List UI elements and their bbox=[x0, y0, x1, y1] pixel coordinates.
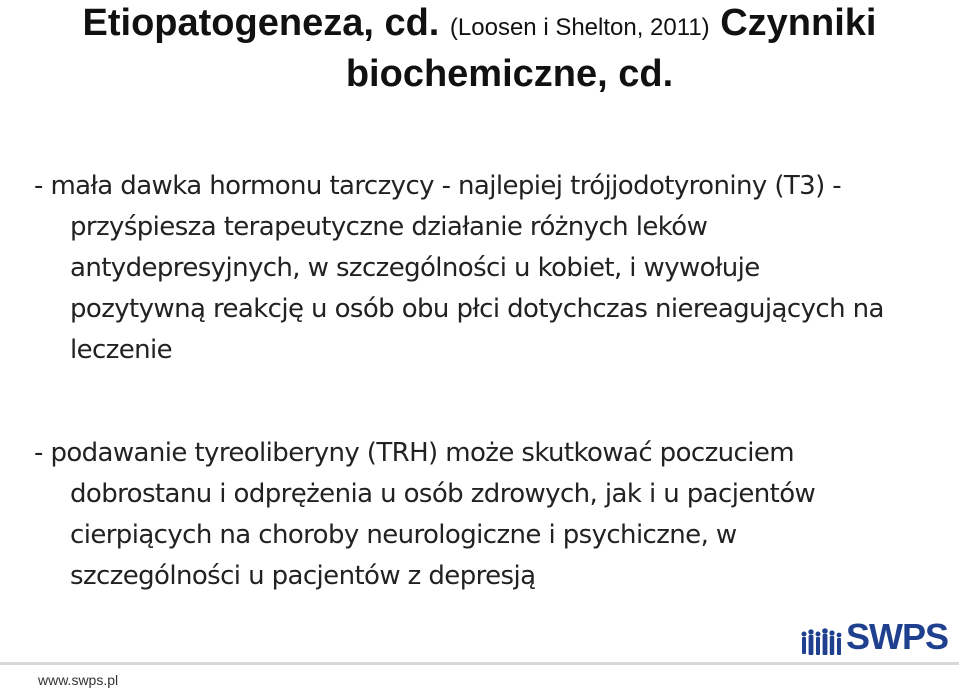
title-line-1 bbox=[0, 0, 959, 51]
title-citation: (Loosen i Shelton, 2011) bbox=[449, 14, 710, 41]
bullet-line: cierpiących na choroby neurologiczne i psychiczne, w bbox=[70, 520, 737, 550]
bullet-line: przyśpiesza terapeutyczne działanie różnych leków bbox=[70, 212, 708, 242]
bullet-thyroid-hormone bbox=[34, 166, 954, 371]
bullet-line: dobrostanu i odprężenia u osób zdrowych, jak i u pacjentów bbox=[70, 479, 816, 509]
bullet-line: - mała dawka hormonu tarczycy - najlepiej trójjodotyroniny (T3) - bbox=[34, 171, 842, 201]
title-line-2: biochemiczne, cd. bbox=[345, 53, 674, 95]
bullet-line: - podawanie tyreoliberyny (TRH) może skutkować poczuciem bbox=[34, 438, 794, 468]
title-main: Etiopatogeneza, cd. bbox=[82, 2, 440, 44]
title-subtopic: Czynniki bbox=[720, 2, 877, 44]
swps-logo-text: SWPS bbox=[846, 616, 949, 657]
bullet-line: pozytywną reakcję u osób obu płci dotychczas niereagujących na bbox=[70, 294, 884, 324]
bullet-trh bbox=[34, 433, 954, 597]
footer-divider bbox=[0, 662, 959, 665]
bullet-line: leczenie bbox=[70, 335, 173, 365]
footer-url: www.swps.pl bbox=[38, 672, 119, 688]
bullet-line: antydepresyjnych, w szczególności u kobiet, i wywołuje bbox=[70, 253, 760, 283]
bullet-line: szczególności u pacjentów z depresją bbox=[70, 561, 536, 591]
slide-title bbox=[0, 0, 959, 97]
